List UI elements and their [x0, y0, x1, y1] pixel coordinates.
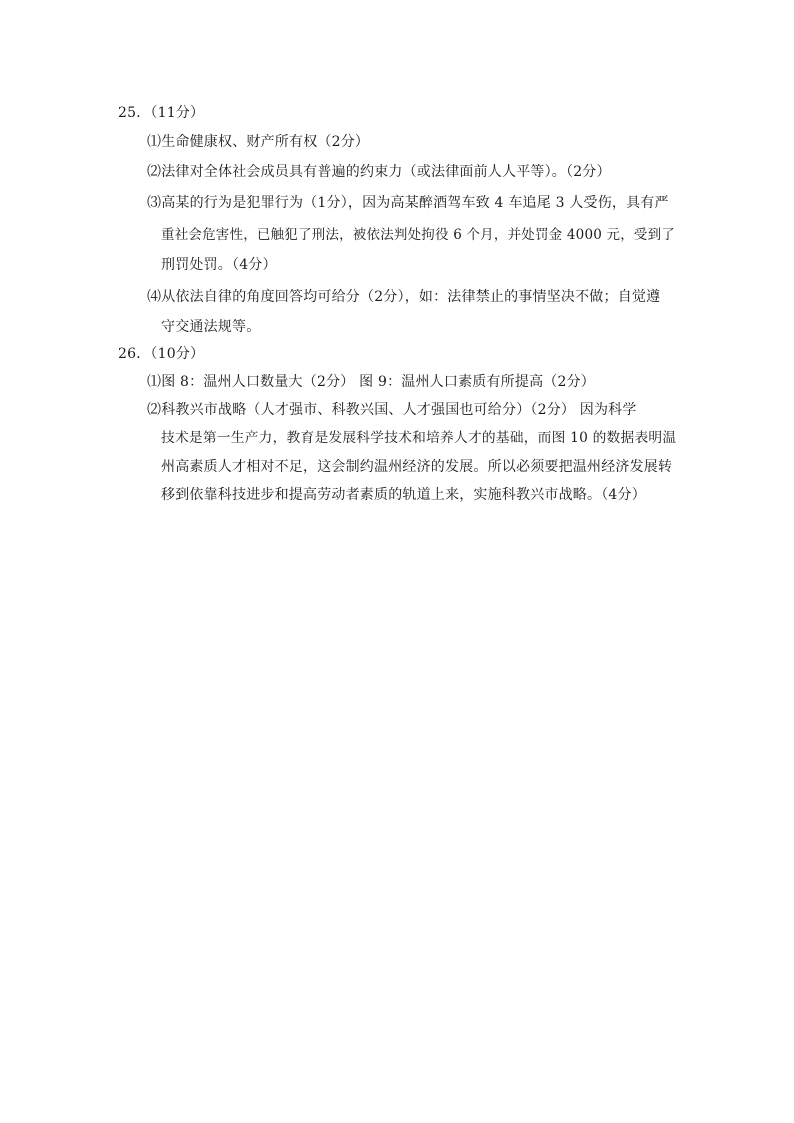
question-26-header: 26．（10分） [118, 346, 205, 362]
answer-25-4-line-1: ⑷从依法自律的角度回答均可给分（2分），如：法律禁止的事情坚决不做；自觉遵 [147, 289, 661, 305]
answer-26-1: ⑴图 8：温州人口数量大（2分） 图 9：温州人口素质有所提高（2分） [147, 374, 595, 390]
answer-26-2-line-2: 技术是第一生产力，教育是发展科学技术和培养人才的基础，而图 10 的数据表明温 [161, 430, 677, 446]
answer-25-2: ⑵法律对全体社会成员具有普遍的约束力（或法律面前人人平等）。（2分） [147, 164, 611, 180]
answer-25-3-line-2: 重社会危害性，已触犯了刑法，被依法判处拘役 6 个月，并处罚金 4000 元，受到了 [161, 227, 676, 243]
answer-26-2-line-1: ⑵科教兴市战略（人才强市、科教兴国、人才强国也可给分）（2分） 因为科学 [147, 402, 637, 418]
answer-25-3-line-3: 刑罚处罚。（4分） [161, 257, 277, 273]
question-25-header: 25．（11分） [118, 105, 205, 121]
answer-26-2-line-3: 州高素质人才相对不足，这会制约温州经济的发展。所以必须要把温州经济发展转 [161, 459, 673, 475]
answer-25-4-line-2: 守交通法规等。 [161, 319, 261, 335]
answer-25-1: ⑴生命健康权、财产所有权（2分） [147, 134, 370, 150]
answer-26-2-line-4: 移到依靠科技进步和提高劳动者素质的轨道上来，实施科教兴市战略。（4分） [161, 487, 646, 503]
answer-25-3-line-1: ⑶高某的行为是犯罪行为（1分），因为高某醉酒驾车致 4 车追尾 3 人受伤，具有严 [147, 195, 669, 211]
